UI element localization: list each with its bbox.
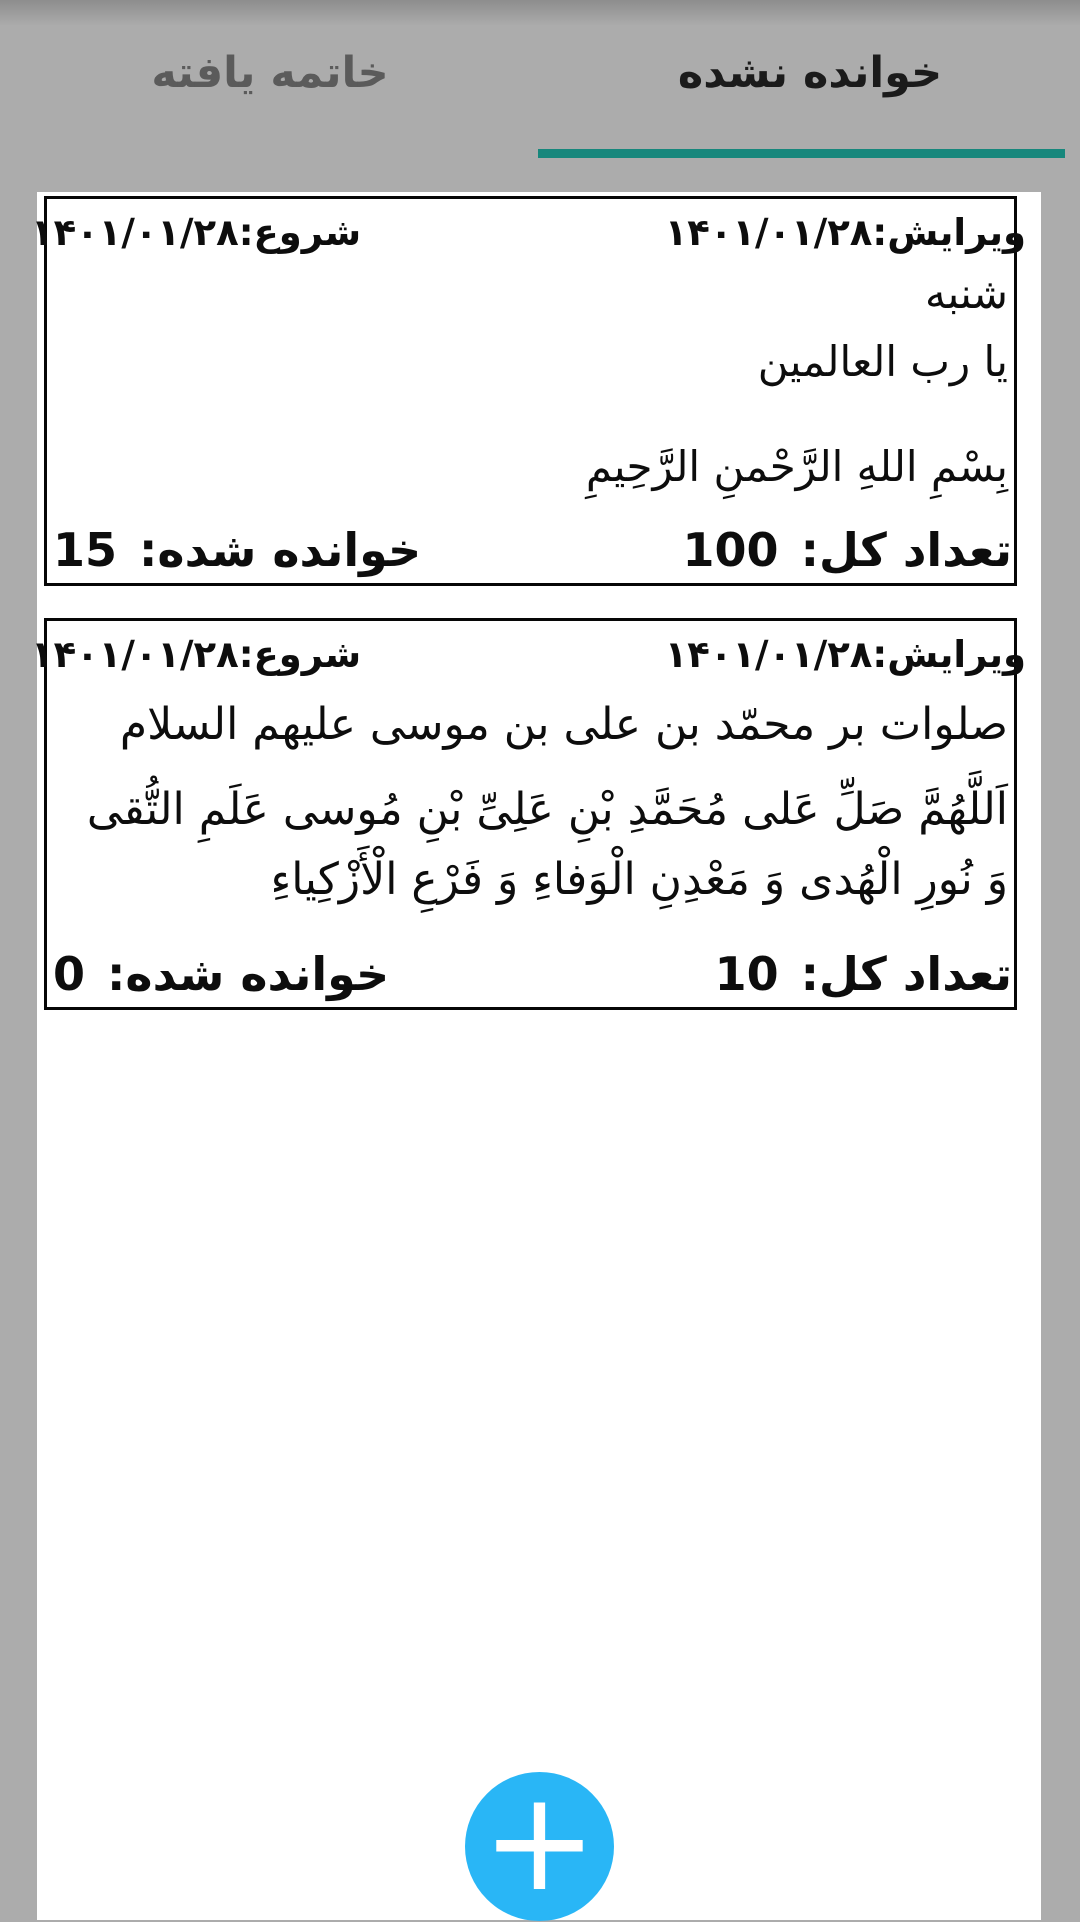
- prayer-line-clipped: بِسْمِ اللهِ الرَّحْمنِ الرَّحِیمِ: [585, 442, 1008, 491]
- prayer-card[interactable]: [31, 618, 1026, 1010]
- start-date: شروع:۱۴۰۱/۰۱/۲۸: [31, 633, 362, 676]
- card-body-text: [47, 682, 1014, 905]
- card-counts-row: [53, 943, 1012, 1001]
- card-dates-row: [31, 633, 1026, 676]
- card-body-text: [47, 260, 1014, 491]
- total-count-value: 100: [682, 523, 779, 577]
- tab-finished[interactable]: خاتمه یافته: [151, 48, 389, 98]
- read-count-label: خوانده شده:: [107, 947, 390, 1001]
- edit-date: ویرایش:۱۴۰۱/۰۱/۲۸: [664, 633, 1026, 676]
- prayer-line-clipped: وَ نُورِ الْهُدی وَ مَعْدِنِ الْوَفاءِ وَ فَرْعِ الْأَزْكِیاءِ: [270, 854, 1008, 905]
- read-count-value: 15: [53, 523, 118, 577]
- total-count: [715, 947, 1012, 1001]
- read-count-value: 0: [53, 947, 86, 1001]
- prayer-line: شنبه: [924, 269, 1008, 318]
- edit-date: ویرایش:۱۴۰۱/۰۱/۲۸: [664, 211, 1026, 254]
- read-count: [53, 523, 421, 577]
- prayer-line: یا رب العالمین: [757, 337, 1008, 386]
- add-button[interactable]: [465, 1760, 614, 1922]
- total-count-value: 10: [714, 947, 779, 1001]
- tab-unread[interactable]: خوانده نشده: [677, 48, 943, 98]
- card-dates-row: [31, 211, 1026, 254]
- read-count: [53, 947, 389, 1001]
- plus-icon: +: [481, 1760, 598, 1922]
- total-count-label: تعداد کل:: [800, 523, 1012, 577]
- prayer-card[interactable]: [31, 196, 1026, 586]
- tab-bar: [0, 0, 1080, 192]
- start-date: شروع:۱۴۰۱/۰۱/۲۸: [31, 211, 362, 254]
- prayer-line: صلوات بر محمّد بن علی بن موسی علیهم السلام: [119, 699, 1008, 750]
- active-tab-indicator: [538, 149, 1065, 158]
- read-count-label: خوانده شده:: [139, 523, 422, 577]
- card-counts-row: [53, 519, 1012, 577]
- total-count-label: تعداد کل:: [800, 947, 1012, 1001]
- total-count: [683, 523, 1012, 577]
- prayer-line: اَللَّهُمَّ صَلِّ عَلی مُحَمَّدِ بْنِ عَلِیِّ بْنِ مُوسی عَلَمِ التُّقی: [86, 784, 1008, 835]
